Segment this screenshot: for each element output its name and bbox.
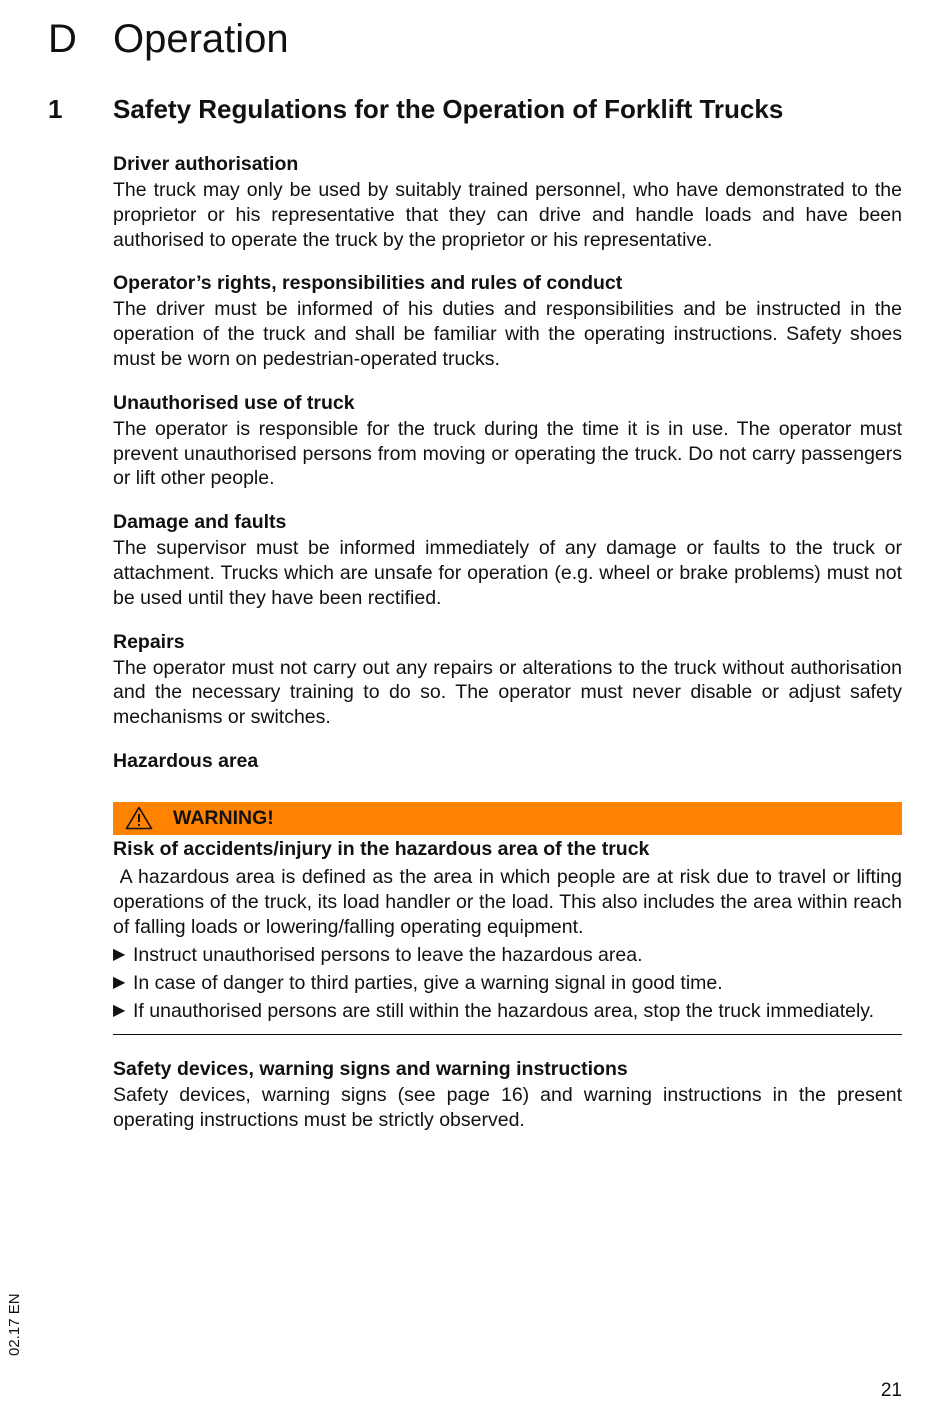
warning-label: WARNING! bbox=[173, 806, 274, 829]
subsection-heading-unauthorised-use: Unauthorised use of truck bbox=[113, 391, 355, 414]
subsection-heading-repairs: Repairs bbox=[113, 630, 185, 653]
chapter-name: Operation bbox=[113, 17, 289, 61]
warning-heading: Risk of accidents/injury in the hazardous area of the truck bbox=[113, 837, 650, 860]
section-title bbox=[48, 92, 783, 126]
section-number: 1 bbox=[48, 94, 63, 124]
action-item bbox=[113, 943, 902, 968]
action-text: If unauthorised persons are still within the hazardous area, stop the truck immediately. bbox=[133, 999, 875, 1022]
action-text: In case of danger to third parties, give a warning signal in good time. bbox=[133, 972, 723, 995]
section-name: Safety Regulations for the Operation of Forklift Trucks bbox=[113, 94, 784, 124]
content-body bbox=[113, 150, 908, 1132]
subsection-text-operator-rights: The driver must be informed of his duties and responsibilities and be instructed in the operation of the truck and shall be familiar with the operating instructions. Safety shoes must be worn on pedestrian-operated trucks. bbox=[113, 298, 902, 370]
action-item bbox=[113, 999, 902, 1024]
chapter-title bbox=[48, 14, 289, 64]
subsection-text-safety-devices: Safety devices, warning signs (see page 16) and warning instructions in the present operating instructions must be strictly observed. bbox=[113, 1083, 902, 1131]
action-arrow-icon: ▶ bbox=[113, 974, 126, 992]
subsection-heading-driver-authorisation: Driver authorisation bbox=[113, 153, 299, 175]
warning-banner bbox=[113, 802, 902, 835]
subsection-text-repairs: The operator must not carry out any repairs or alterations to the truck without authorisation and the necessary training to do so. The operator must never disable or adjust safety mechanisms or switches. bbox=[113, 656, 902, 729]
subsection-heading-safety-devices: Safety devices, warning signs and warning instructions bbox=[113, 1057, 628, 1080]
warning-triangle-icon bbox=[125, 806, 153, 830]
subsection-heading-damage-faults: Damage and faults bbox=[113, 511, 287, 534]
action-item bbox=[113, 971, 902, 996]
action-arrow-icon: ▶ bbox=[113, 946, 126, 964]
action-text: Instruct unauthorised persons to leave the hazardous area. bbox=[133, 944, 643, 967]
subsection-text-damage-faults: The supervisor must be informed immediately of any damage or faults to the truck or attachment. Trucks which are unsafe for operation (e.g. wheel or brake problems) must not be used until they have been rectified. bbox=[113, 537, 902, 609]
warning-text: A hazardous area is defined as the area in which people are at risk due to travel or lifting operations of the truck, its load handler or the load. This also includes the area within reach of falling loads or lowering/falling operating equipment. bbox=[113, 865, 908, 938]
subsection-heading-hazardous-area: Hazardous area bbox=[113, 749, 259, 772]
page-number: 21 bbox=[880, 1380, 902, 1401]
warning-end-divider bbox=[113, 1034, 902, 1035]
subsection-text-driver-authorisation: The truck may only be used by suitably trained personnel, who have demonstrated to the proprietor or his representative that they can drive and handle loads and have been authorised to operate the truck by the proprietor or his representative. bbox=[113, 179, 902, 251]
subsection-text-unauthorised-use: The operator is responsible for the truck during the time it is in use. The operator must prevent unauthorised persons from moving or operating the truck. Do not carry passengers or lift other people. bbox=[113, 417, 902, 490]
chapter-letter: D bbox=[48, 17, 77, 61]
document-code: 02.17 EN bbox=[6, 1293, 23, 1356]
subsection-heading-operator-rights: Operator’s rights, responsibilities and rules of conduct bbox=[113, 272, 623, 295]
action-arrow-icon: ▶ bbox=[113, 1001, 126, 1019]
